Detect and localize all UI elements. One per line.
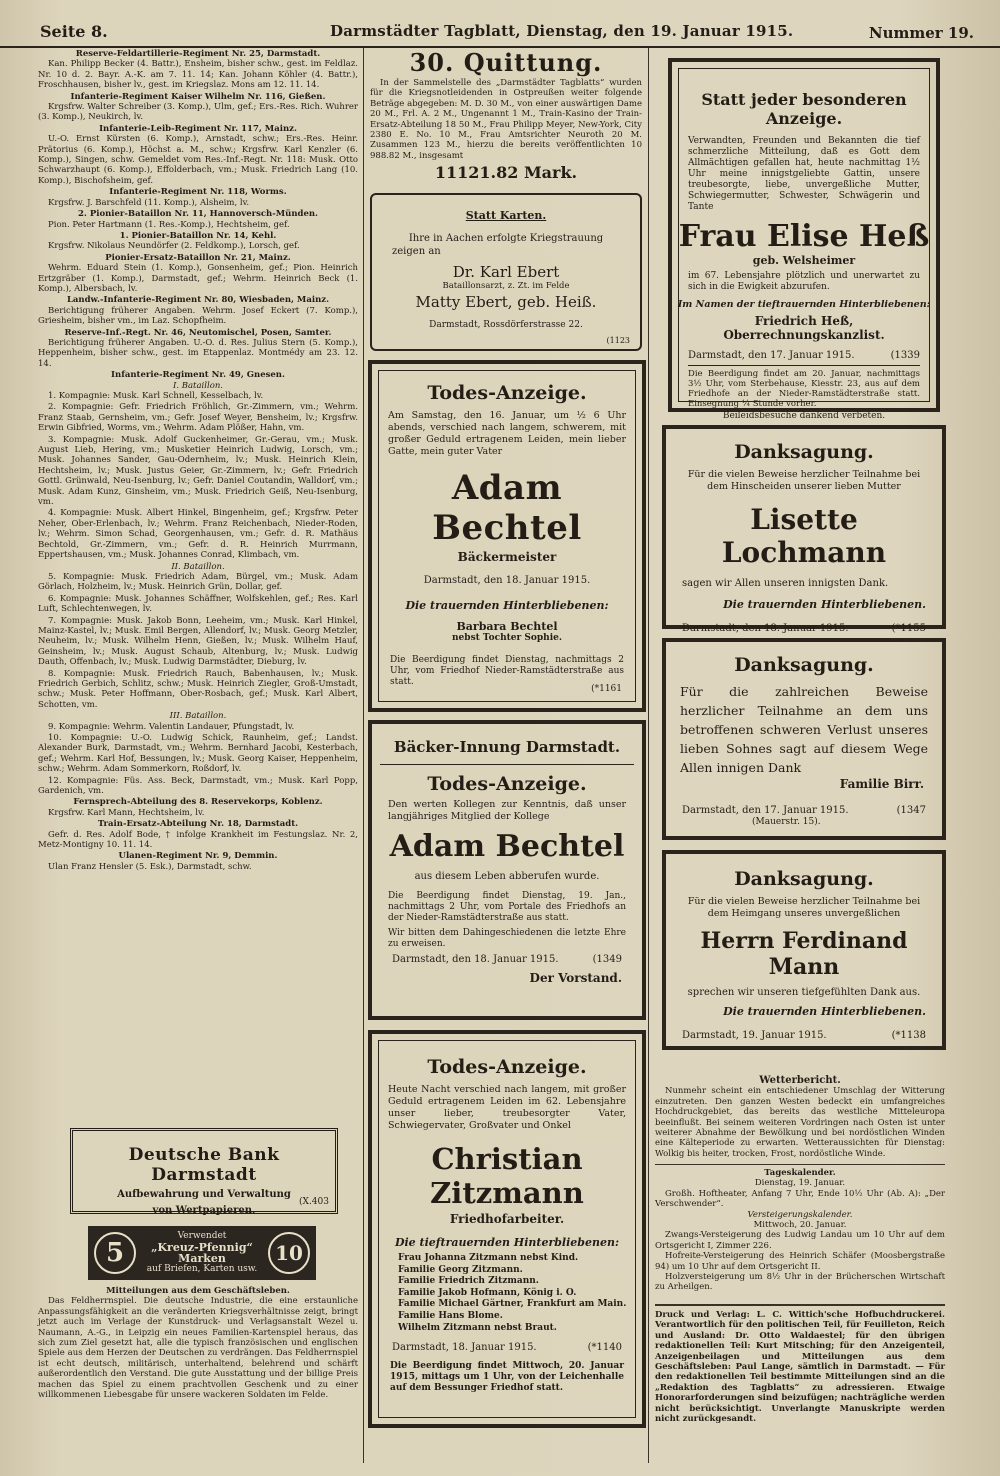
casualty-heading: Infanterie-Regiment Nr. 49, Gnesen.	[111, 370, 285, 381]
zitzmann-family-member: Familie Friedrich Zitzmann.	[398, 1276, 539, 1287]
casualty-entry: Gefr. d. Res. Adolf Bode, † infolge Krankheit im Festungslaz. Nr. 2, Metz-Montigny 10. 11. 14.	[38, 829, 358, 851]
mann-date: Darmstadt, 19. Januar 1915.	[682, 1030, 827, 1041]
auction-date: Mittwoch, 20. Januar.	[753, 1220, 847, 1231]
casualty-heading: 2. Pionier-Bataillon Nr. 11, Hannoversch-Münden.	[77, 209, 319, 220]
zitzmann-code: (*1140	[587, 1342, 622, 1354]
casualty-heading: I. Bataillon.	[172, 380, 223, 391]
casualty-entry: 1. Kompagnie: Musk. Karl Schnell, Kesselbach, lv.	[48, 391, 264, 401]
casualty-heading: Reserve-Feldartillerie-Regiment Nr. 25, Darmstadt.	[75, 49, 321, 59]
casualty-heading: Fernsprech-Abteilung des 8. Reservekorps, Koblenz.	[73, 797, 323, 808]
casualty-entry: Berichtigung früherer Angaben. U.-O. d. Res. Julius Stern (5. Komp.), Heppenheim, bisher schw., gest. im Etappenlaz. Montmédy am 23. 12. 14.	[38, 337, 358, 369]
groom-title: Bataillonsarzt, z. Zt. im Felde	[442, 281, 570, 291]
bechtel-code: (*1161	[591, 684, 622, 694]
bechtel-hint: Die trauernden Hinterbliebenen:	[405, 599, 609, 612]
casualty-entry: U.-O. Ernst Kürsten (6. Komp.), Arnstadt, schw.; Ers.-Res. Heinr. Prätorius (6. Komp.), Höchst a. M., schw.; Krgsfrw. Karl Kenzler (6. Komp.), Singen, schw. Gemeldet vom Res.-Inf.-Regt. Nr. 118: Musk. Otto Schwarzhaupt (6. Komp.), Effolderbach, vm.; Musk. Friedrich Lang (10. Komp.), Bischofsheim, gef.	[38, 134, 358, 186]
casualty-heading: Infanterie-Regiment Nr. 118, Worms.	[109, 187, 287, 198]
casualty-heading: 1. Pionier-Bataillon Nr. 14, Kehl.	[119, 230, 277, 241]
zitzmann-family-member: Familie Georg Zitzmann.	[398, 1264, 523, 1275]
hess-text: Verwandten, Freunden und Bekannten die tief schmerzliche Mitteilung, daß es Gott dem Allmächtigen gefallen hat, heute nachmittag 1½ Uhr meine innigstgeliebte Gattin, unsere treubesorgte, liebe, unvergeßliche Mutter, Schwiegermutter, Schwester, Schwägerin und Tante	[688, 136, 920, 212]
column-rule-left	[363, 48, 364, 1463]
casualty-entry: 7. Kompagnie: Musk. Jakob Bonn, Leeheim, vm.; Musk. Karl Hinkel, Mainz-Kastel, lv.; Musk. Emil Bergen, Allendorf, lv.; Musk. Georg Metzler, Neuheim, lv.; Musk. Wilhelm Henn, Gießen, lv.; Musk. Wilhelm Hauf, Geinsheim, lv.; Musk. August Schaub, Altenburg, lv.; Musk. Ludwig Dauth, Offenbach, lv.; Musk. Ludwig Darmstädter, Dieburg, lv.	[38, 615, 358, 668]
hess-head: Statt jeder besonderen Anzeige.	[701, 90, 907, 128]
death-notice-zitzmann-frame	[378, 1040, 636, 1418]
auction-title: Versteigerungskalender.	[747, 1209, 853, 1220]
masthead: Darmstädter Tagblatt, Dienstag, den 19. Januar 1915.	[330, 22, 794, 40]
casualty-heading: Pionier-Ersatz-Bataillon Nr. 21, Mainz.	[105, 252, 291, 263]
auction-2: Hofreite-Versteigerung des Heinrich Schäfer (Moosbergstraße 94) um 10 Uhr auf dem Ortsgericht II.	[655, 1251, 945, 1272]
kreuz-marken: Marken	[178, 1252, 226, 1265]
weather-report	[655, 1076, 945, 1159]
casualty-heading: Reserve-Inf.-Regt. Nr. 46, Neutomischel, Posen, Samter.	[64, 327, 332, 338]
lochmann-date: Darmstadt, den 18. Januar 1915.	[682, 623, 849, 634]
issue-number: Nummer 19.	[868, 24, 974, 42]
casualty-heading: Infanterie-Leib-Regiment Nr. 117, Mainz.	[99, 123, 297, 134]
bank-title: Deutsche Bank Darmstadt	[128, 1145, 280, 1185]
mann-hint: Die trauernden Hinterbliebenen.	[723, 1005, 926, 1018]
guild-code: (1349	[592, 954, 622, 965]
casualty-entry: 4. Kompagnie: Musk. Albert Hinkel, Bingenheim, gef.; Krgsfrw. Peter Neher, Ober-Erlenbach, lv.; Wehrm. Franz Reichenbach, Nieder-Roden, lv.; Wehrm. Simon Schad, Georgenhausen, vm.; Gefr. d. R. Mathäus Bechtold, Gr.-Zimmern, vm.; Gefr. d. R. Heinrich Murrmann, Eppertshausen, vm.; Musk. Johannes Conrad, Klimbach, vm.	[38, 508, 358, 561]
guild-head: Todes-Anzeige.	[427, 773, 587, 795]
guild-footer	[372, 954, 642, 965]
casualty-heading: Landw.-Infanterie-Regiment Nr. 80, Wiesbaden, Mainz.	[66, 295, 330, 306]
zitzmann-hint: Die tieftrauernden Hinterbliebenen:	[394, 1236, 620, 1249]
guild-name: Bäcker-Innung Darmstadt.	[393, 738, 621, 756]
casualty-entry: 9. Kompagnie: Wehrm. Valentin Landauer, Pfungstadt, lv.	[48, 721, 295, 732]
bank-line-2: von Wertpapieren.	[152, 1205, 256, 1216]
column-rule-right	[648, 48, 649, 1463]
casualty-entry: 5. Kompagnie: Musk. Friedrich Adam, Bürgel, vm.; Musk. Adam Görlach, Holzheim, lv.; Musk. Heinrich Grün, Dollar, gef.	[38, 571, 358, 593]
guild-death-notice	[368, 720, 646, 1020]
casualty-entry: Krgsfrw. Nikolaus Neundörfer (2. Feldkomp.), Lorsch, gef.	[48, 241, 300, 252]
zitzmann-family-member: Wilhelm Zitzmann nebst Braut.	[398, 1322, 557, 1333]
thanks-mann	[662, 850, 946, 1050]
zitzmann-family-member: Familie Jakob Hofmann, König i. O.	[398, 1287, 577, 1298]
bank-code: (X.403	[299, 1197, 329, 1207]
auction-3: Holzversteigerung um 8½ Uhr in der Brücherschen Wirtschaft zu Arheilgen.	[655, 1272, 945, 1293]
zitzmann-job: Friedhofarbeiter.	[449, 1212, 565, 1226]
mann-footer	[666, 1030, 942, 1041]
bechtel-job: Bäckermeister	[457, 550, 557, 564]
receipt-notice	[370, 48, 642, 182]
page-number: Seite 8.	[40, 22, 108, 41]
casualty-entry: Berichtigung früherer Angaben. Wehrm. Josef Eckert (7. Komp.), Griesheim, bisher vm., im Laz. Schopfheim.	[38, 305, 358, 327]
death-notice-bechtel	[368, 360, 646, 712]
business-notes-text: Das Feldherrnspiel. Die deutsche Industrie, die eine erstaunliche Anpassungsfähigkeit an die veränderten Kriegsverhältnisse zeigt, bringt jetzt auch im Verlage der Kunstdruck- und Verlagsanstalt Wezel u. Naumann, A.-G., in Leipzig ein neues Familien-Kartenspiel heraus, das sich zum Ziel gesetzt hat, alle die typisch französischen und englischen Spiele aus dem Herzen der Deutschen zu verdrängen. Das Feldherrnspiel ist echt deutsch, militärisch, unterhaltend, belehrend und schärft außerordentlich den Verstand. Die gute Ausstattung und der billige Preis machen das Spiel zu einem prachtvollen Geschenk und zu einer willkommenen Liebesgabe für unsere wackeren Soldaten im Felde.	[38, 1296, 358, 1401]
imprint-text: Druck und Verlag: L. C. Wittich'sche Hofbuchdruckerei. Verantwortlich für den politischen Teil, für Feuilleton, Reich und Ausland: Dr. Otto Waldaestel; für den übrigen redaktionellen Teil: Kurt Mitsching; für den Anzeigenteil, Anzeigenbeilagen und Mitteilungen aus dem Geschäftsleben: Paul Lange, sämtlich in Darmstadt. — Für den redaktionellen Teil bestimmte Mitteilungen sind an die „Redaktion des Tagblatts“ zu adressieren. Etwaige Honorarforderungen sind beizufügen; nachträgliche werden nicht berücksichtigt. Unverlangte Manuskripte werden nicht zurückgesandt.	[655, 1310, 945, 1425]
birr-text: Für die zahlreichen Beweise herzlicher Teilnahme an dem uns betroffenen schweren Verlust unseres lieben Sohnes sagt auf diesem Wege Allen innigen Dank	[680, 684, 928, 775]
imprint	[655, 1310, 945, 1424]
casualty-entry: 6. Kompagnie: Musk. Johannes Schäffner, Wolfskehlen, gef.; Res. Karl Luft, Schlechtenwegen, lv.	[38, 593, 358, 615]
coin-10-icon: 10	[268, 1232, 310, 1274]
wedding-line-2: zeigen an	[392, 246, 441, 257]
bank-line-1: Aufbewahrung und Verwaltung	[117, 1189, 291, 1200]
receipt-title: 30. Quittung.	[409, 48, 603, 77]
weather-divider	[655, 1164, 945, 1165]
birr-sign: Familie Birr.	[839, 777, 924, 791]
zitzmann-date: Darmstadt, 18. Januar 1915.	[392, 1342, 537, 1354]
casualty-entry: 8. Kompagnie: Musk. Friedrich Rauch, Babenhausen, lv.; Musk. Friedrich Gerbich, Schlitz, schw.; Musk. Heinrich Ziegler, Groß-Umstadt, schw.; Musk. Peter Hoffmann, Ober-Rosbach, gef.; Musk. Karl Albert, Schotten, vm.	[38, 668, 358, 710]
casualty-entry: Krgsfrw. Walter Schreiber (3. Komp.), Ulm, gef.; Ers.-Res. Rich. Wuhrer (3. Komp.), Neukirch, lv.	[38, 102, 358, 123]
zitzmann-family-member: Frau Johanna Zitzmann nebst Kind.	[398, 1253, 579, 1263]
wedding-place: Darmstadt, Rossdörferstrasse 22.	[429, 320, 583, 330]
kreuz-bottom: auf Briefen, Karten usw.	[146, 1264, 258, 1274]
casualty-heading: III. Bataillon.	[169, 711, 227, 722]
page-header	[0, 0, 1000, 48]
hess-note: Beileidsbesuche dankend verbeten.	[722, 411, 886, 421]
hess-born: geb. Welsheimer	[752, 254, 856, 267]
auction-1: Zwangs-Versteigerung des Ludwig Landau um 10 Uhr auf dem Ortsgericht I, Zimmer 226.	[655, 1230, 945, 1251]
bechtel-n1: Barbara Bechtel	[456, 620, 558, 633]
deutsche-bank-ad	[70, 1128, 338, 1214]
kreuz-text	[140, 1231, 264, 1275]
zitzmann-family-member: Familie Hans Blome.	[398, 1310, 503, 1321]
imprint-divider	[655, 1304, 945, 1306]
hess-date: Darmstadt, den 17. Januar 1915.	[688, 350, 855, 361]
casualty-entry: 10. Kompagnie: U.-O. Ludwig Schick, Raunheim, gef.; Landst. Alexander Burk, Darmstadt, vm.; Wehrm. Bernhard Jacobi, Kesterbach, gef.; Wehrm. Karl Hof, Bessungen, lv.; Musk. Georg Kaiser, Heppenheim, schw.; Wehrm. Adam Sommerkorn, Roßdorf, lv.	[38, 733, 358, 775]
casualty-list	[38, 49, 358, 872]
coin-5-icon: 5	[94, 1232, 136, 1274]
mann-name: Herrn Ferdinand Mann	[700, 928, 908, 980]
casualty-entry: Kan. Philipp Becker (4. Battr.), Ensheim, bisher schw., gest. im Feldlaz. Nr. 10 d. 2. Bayr. A.-K. am 7. 11. 14; Kan. Johann Köhler (4. Battr.), Froschhausen, bisher lv., gest. im Kriegslaz. Mons am 12. 11. 14.	[38, 59, 358, 91]
lochmann-footer	[666, 623, 942, 634]
casualty-entry: Ulan Franz Hensler (5. Esk.), Darmstadt, schw.	[48, 861, 252, 872]
kreuz-name: „Kreuz-Pfennig“	[151, 1241, 253, 1254]
calendar-theater: Großh. Hoftheater, Anfang 7 Uhr, Ende 10½ Uhr (Ab. A): „Der Verschwender“.	[655, 1188, 945, 1210]
birr-street: (Mauerstr. 15).	[752, 817, 821, 827]
hess-hint: Im Namen der tieftrauernden Hinterbliebenen:	[677, 299, 931, 310]
casualty-heading: II. Bataillon.	[171, 561, 225, 572]
birr-head: Danksagung.	[734, 654, 874, 676]
guild-sign: Der Vorstand.	[529, 971, 622, 985]
bechtel-head: Todes-Anzeige.	[427, 382, 587, 404]
casualty-entry: 12. Kompagnie: Füs. Ass. Beck, Darmstadt, vm.; Musk. Karl Popp, Gardenich, vm.	[38, 775, 358, 797]
casualty-entry: Krgsfrw. Karl Mann, Hechtsheim, lv.	[48, 807, 205, 818]
bechtel-n2: nebst Tochter Sophie.	[452, 633, 562, 643]
lochmann-name: Lisette Lochmann	[721, 503, 887, 569]
weather-text: Nunmehr scheint ein entschiedener Umschlag der Witterung einzutreten. Den ganzen Westen bedeckt ein umfangreiches Hochdruckgebiet, das bereits das westliche Mitteleuropa beeinflußt. Bei seinem weiteren Vordringen nach Osten ist unter weiterer Abnahme der Bewölkung und bei nordöstlichen Winden eine Kälteperiode zu erwarten. Wetteraussichten für Dienstag: Wolkig bis heiter, trocken, Frost, nordöstliche Winde.	[655, 1086, 945, 1159]
business-notes-title: Mitteilungen aus dem Geschäftsleben.	[106, 1286, 290, 1296]
death-notice-hess	[668, 58, 940, 421]
business-notes	[38, 1286, 358, 1400]
mann-after: sprechen wir unseren tiefgefühlten Dank aus.	[687, 987, 921, 998]
casualty-entry: 2. Kompagnie: Gefr. Friedrich Fröhlich, Gr.-Zimmern, vm.; Wehrm. Franz Staab, Gernsheim, vm.; Gefr. Josef Weyer, Bensheim, lv.; Krgsfrw. Erwin Gibfried, Worms, vm.; Wehrm. Adam Plößer, Hahn, vm.	[38, 402, 358, 434]
mann-text: Für die vielen Beweise herzlicher Teilnahme bei dem Heimgang unseres unvergeßlichen	[687, 896, 921, 919]
bechtel-name: Adam Bechtel	[432, 468, 582, 548]
guild-deceased-name: Adam Bechtel	[389, 829, 625, 864]
day-calendar	[655, 1168, 945, 1293]
death-notice-hess-frame	[678, 68, 930, 402]
thanks-birr	[662, 638, 946, 840]
hess-signer: Friedrich Heß, Oberrechnungskanzlist.	[723, 314, 885, 342]
zitzmann-funeral: Die Beerdigung findet Mittwoch, 20. Januar 1915, mittags um 1 Uhr, von der Leichenhalle auf dem Bessunger Friedhof statt.	[390, 1361, 624, 1394]
mann-head: Danksagung.	[734, 868, 874, 890]
hess-name: Frau Elise Heß	[678, 219, 930, 254]
weather-title: Wetterbericht.	[759, 1075, 841, 1086]
wedding-line-1: Ihre in Aachen erfolgte Kriegstrauung	[408, 233, 604, 244]
casualty-entry: Wehrm. Eduard Stein (1. Komp.), Gonsenheim, gef.; Pion. Heinrich Ertzgräber (1. Komp.), Darmstadt, gef.; Wehrm. Heinrich Beck (1. Komp.), Albersbach, lv.	[38, 263, 358, 294]
wedding-notice	[370, 193, 642, 351]
bride-name: Matty Ebert, geb. Heiß.	[415, 293, 597, 311]
kreuz-pfennig-ad	[88, 1226, 316, 1280]
groom-name: Dr. Karl Ebert	[452, 263, 560, 281]
birr-code: (1347	[896, 805, 926, 816]
guild-divider	[380, 764, 634, 765]
hess-code: (1339	[890, 350, 920, 361]
casualty-heading: Train-Ersatz-Abteilung Nr. 18, Darmstadt.	[97, 819, 299, 830]
bechtel-funeral: Die Beerdigung findet Dienstag, nachmittags 2 Uhr, vom Friedhof Nieder-Ramstädterstraße aus statt.	[390, 655, 624, 687]
casualty-heading: Infanterie-Regiment Kaiser Wilhelm Nr. 116, Gießen.	[70, 91, 326, 102]
hess-age: im 67. Lebensjahre plötzlich und unerwartet zu sich in die Ewigkeit abzurufen.	[688, 271, 920, 292]
zitzmann-name: Christian Zitzmann	[430, 1142, 584, 1210]
lochmann-after: sagen wir Allen unseren innigsten Dank.	[682, 578, 889, 589]
lochmann-head: Danksagung.	[734, 441, 874, 463]
guild-funeral: Die Beerdigung findet Dienstag, 19. Jan., nachmittags 2 Uhr, vom Portale des Friedhofs an der Nieder-Ramstädterstraße aus statt.	[388, 891, 626, 923]
lochmann-text: Für die vielen Beweise herzlicher Teilnahme bei dem Hinscheiden unserer lieben Mutter	[687, 469, 921, 492]
guild-plea: Wir bitten dem Dahingeschiedenen die letzte Ehre zu erweisen.	[388, 928, 626, 949]
calendar-date: Dienstag, 19. Januar.	[754, 1178, 846, 1189]
hess-funeral: Die Beerdigung findet am 20. Januar, nachmittags 3½ Uhr, vom Sterbehause, Kiesstr. 23, aus auf dem Friedhofe an der Nieder-Ramstädterstraße statt. Einsegnung ¼ Stunde vorher.	[688, 369, 920, 409]
death-notice-zitzmann	[368, 1030, 646, 1428]
casualty-heading: Ulanen-Regiment Nr. 9, Demmin.	[118, 851, 278, 862]
receipt-text: In der Sammelstelle des „Darmstädter Tagblatts“ wurden für die Kriegsnotleidenden in Ostpreußen weiter folgende Beträge abgegeben: M. D. 30 M., von einer auswärtigen Dame 20 M., Frl. A. 2 M., Ungenannt 1 M., Train-Kasino der Train-Ersatz-Abteilung 18 50 M., Frau Philipp Meyer, New-York, City 2380 E. No. 10 M., Frau Amtsrichter Neuroth 20 M. Zusammen 123 M., hierzu die bereits veröffentlichten 10 988.82 M., insgesamt	[370, 78, 642, 161]
zitzmann-family-member: Familie Michael Gärtner, Frankfurt am Main.	[398, 1299, 627, 1310]
guild-date: Darmstadt, den 18. Januar 1915.	[392, 954, 559, 965]
zitzmann-text: Heute Nacht verschied nach langem, mit großer Geduld ertragenem Leiden im 62. Lebensjahre unser lieber, treubesorgter Vater, Schwiegervater, Großvater und Onkel	[388, 1084, 626, 1131]
receipt-total: 11121.82 Mark.	[434, 163, 578, 183]
bechtel-text: Am Samstag, den 16. Januar, um ½ 6 Uhr abends, verschied nach langem, schwerem, mit großer Geduld ertragenem Leiden, mein lieber Gatte, mein guter Vater	[388, 410, 626, 457]
thanks-lochmann	[662, 425, 946, 634]
birr-footer	[666, 805, 942, 816]
casualty-entry: Pion. Peter Hartmann (1. Res.-Komp.), Hechtsheim, gef.	[48, 219, 290, 230]
zitzmann-head: Todes-Anzeige.	[427, 1056, 587, 1078]
mann-code: (*1138	[891, 1030, 926, 1041]
lochmann-code: (*1155	[891, 623, 926, 634]
death-notice-bechtel-frame	[378, 370, 636, 702]
calendar-title: Tageskalender.	[764, 1168, 836, 1178]
bechtel-date: Darmstadt, den 18. Januar 1915.	[423, 575, 591, 586]
casualty-entry: 3. Kompagnie: Musk. Adolf Guckenheimer, Gr.-Gerau, vm.; Musk. August Lieb, Hering, vm.; Musketier Heinrich Ludwig, Lorsch, vm.; Musk. Johannes Sander, Gau-Odernheim, lv.; Musk. Heinrich Klein, Hechtsheim, lv.; Musk. Justus Geier, Gr.-Zimmern, lv.; Gefr. Friedrich Gottl. Grünwald, Neu-Isenburg, lv.; Gefr. Daniel Coutandin, Walldorf, vm.; Musk. Adam Kunz, Ginsheim, vm.; Musk. Friedrich Geiß, Neu-Isenburg, vm.	[38, 434, 358, 508]
guild-after: aus diesem Leben abberufen wurde.	[414, 871, 600, 882]
wedding-code: (1123	[606, 336, 630, 345]
birr-date: Darmstadt, den 17. Januar 1915.	[682, 805, 849, 816]
kreuz-top: Verwendet	[177, 1231, 227, 1241]
guild-text: Den werten Kollegen zur Kenntnis, daß unser langjähriges Mitglied der Kollege	[388, 799, 626, 822]
casualty-entry: Krgsfrw. J. Barschfeld (11. Komp.), Alsheim, lv.	[48, 197, 250, 208]
lochmann-hint: Die trauernden Hinterbliebenen.	[723, 598, 926, 611]
wedding-head: Statt Karten.	[465, 209, 547, 222]
